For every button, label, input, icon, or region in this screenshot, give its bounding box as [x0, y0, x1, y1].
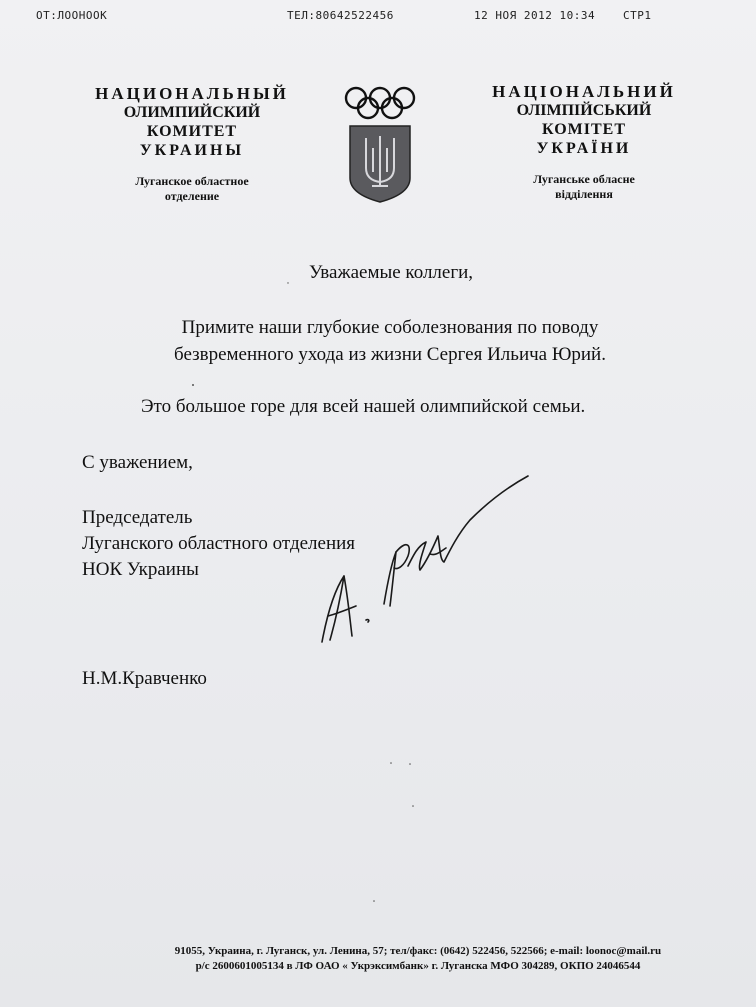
fax-page-number: СТР1 — [623, 9, 652, 22]
branch-line2: отделение — [164, 189, 220, 203]
signer-name: Н.М.Кравченко — [82, 668, 207, 689]
fax-datetime: 12 НОЯ 2012 10:34 — [474, 9, 596, 22]
closing: С уважением, — [82, 452, 193, 473]
branch-ua-line1: Луганське обласне — [533, 172, 635, 186]
branch-ua-line2: відділення — [555, 187, 613, 201]
fax-phone: ТЕЛ:80642522456 — [287, 9, 394, 22]
signatory-title-line3: НОК Украины — [82, 559, 199, 580]
grief-sentence: Это большое горе для всей нашей олимпийской семьи. — [141, 396, 586, 417]
footer-bank-line: р/с 2600601005134 в ЛФ ОАО « Укрэксимбанк» г. Луганска МФО 304289, ОКПО 24046544 — [195, 960, 641, 972]
org-name-ua-line3: КОМІТЕТ — [542, 121, 626, 138]
org-name-line2: ОЛИМПИЙСКИЙ — [123, 104, 261, 121]
org-name-line1: НАЦИОНАЛЬНЫЙ — [95, 84, 289, 103]
org-name-ua-line4: УКРАЇНИ — [536, 140, 632, 157]
condolence-line1: Примите наши глубокие соболезнования по поводу — [181, 317, 599, 338]
org-name-line4: УКРАИНЫ — [139, 142, 245, 159]
fax-sender: ОТ:ЛООНООК — [36, 9, 108, 22]
branch-line1: Луганское областное — [135, 174, 249, 188]
org-name-ua-line1: НАЦІОНАЛЬНИЙ — [492, 82, 676, 101]
footer-contact-line: 91055, Украина, г. Луганск, ул. Ленина, 57; тел/факс: (0642) 522456, 522566; e-mail: loonoc@mail.ru — [174, 945, 662, 957]
org-name-ua-line2: ОЛІМПІЙСЬКИЙ — [516, 102, 652, 119]
greeting: Уважаемые коллеги, — [309, 262, 474, 283]
signatory-title-line2: Луганского областного отделения — [82, 533, 356, 554]
signatory-title-line1: Председатель — [82, 507, 193, 528]
org-name-line3: КОМИТЕТ — [146, 123, 238, 140]
condolence-line2: безвременного ухода из жизни Сергея Ильича Юрий. — [174, 344, 606, 365]
